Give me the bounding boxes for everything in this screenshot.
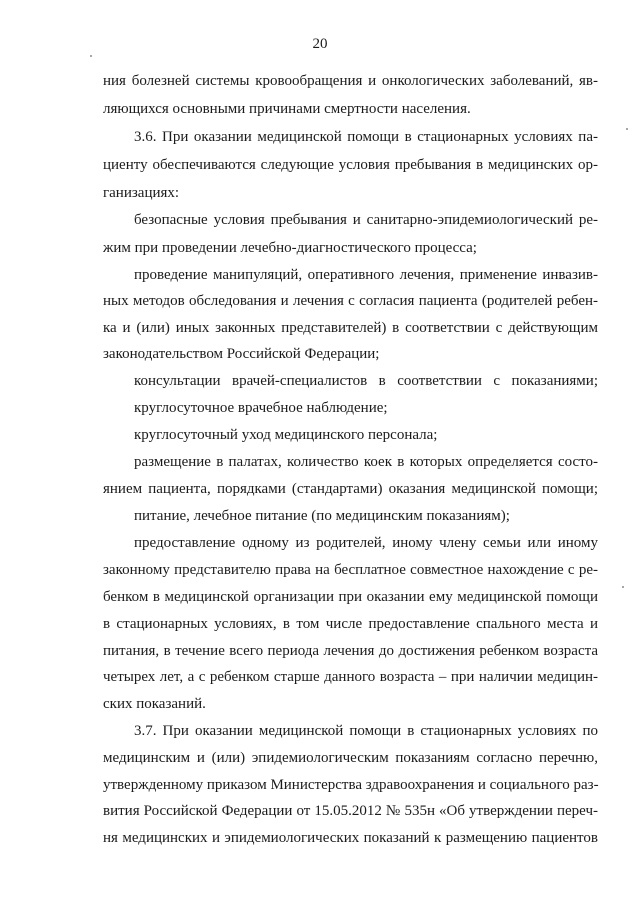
text-line-24: ских показаний. xyxy=(103,696,206,712)
page-number: 20 xyxy=(312,36,328,52)
text-line-11: законодательством Российской Федерации; xyxy=(103,346,380,362)
text-line-15: размещение в палатах, количество коек в которых определяется состо- xyxy=(134,454,598,470)
text-line-5: ганизациях: xyxy=(103,185,180,201)
text-line-6: безопасные условия пребывания и санитарно-эпидемиологический ре- xyxy=(134,212,598,228)
scan-speck xyxy=(90,55,92,57)
text-line-20: бенком в медицинской организации при оказании ему медицинской помощи xyxy=(103,589,598,605)
text-line-25: 3.7. При оказании медицинской помощи в стационарных условиях по xyxy=(134,723,598,739)
text-line-17: питание, лечебное питание (по медицинским показаниям); xyxy=(134,508,510,524)
text-line-14: круглосуточный уход медицинского персонала; xyxy=(134,427,438,443)
text-line-16: янием пациента, порядками (стандартами) оказания медицинской помощи; xyxy=(103,481,598,497)
text-line-9: ных методов обследования и лечения с согласия пациента (родителей ребен- xyxy=(103,293,598,309)
text-line-2: ляющихся основными причинами смертности населения. xyxy=(103,101,471,117)
text-line-7: жим при проведении лечебно-диагностического процесса; xyxy=(103,240,477,256)
text-line-8: проведение манипуляций, оперативного лечения, применение инвазив- xyxy=(134,267,598,283)
text-line-10: ка и (или) иных законных представителей) в соответствии с действующим xyxy=(103,320,598,336)
scan-speck xyxy=(626,128,628,130)
text-line-21: в стационарных условиях, в том числе предоставление спального места и xyxy=(103,616,598,632)
scan-speck xyxy=(622,586,624,588)
text-line-28: вития Российской Федерации от 15.05.2012 № 535н «Об утверждении переч- xyxy=(103,803,598,819)
text-line-22: питания, в течение всего периода лечения до достижения ребенком возраста xyxy=(103,643,598,659)
text-line-26: медицинским и (или) эпидемиологическим показаниям согласно перечню, xyxy=(103,750,598,766)
text-line-23: четырех лет, а с ребенком старше данного возраста – при наличии медицин- xyxy=(103,669,598,685)
text-line-13: круглосуточное врачебное наблюдение; xyxy=(134,400,388,416)
text-line-3: 3.6. При оказании медицинской помощи в стационарных условиях па- xyxy=(134,129,598,145)
text-line-29: ня медицинских и эпидемиологических показаний к размещению пациентов xyxy=(103,830,598,846)
text-line-4: циенту обеспечиваются следующие условия пребывания в медицинских ор- xyxy=(103,157,598,173)
text-line-19: законному представителю права на бесплатное совместное нахождение с ре- xyxy=(103,562,598,578)
text-line-18: предоставление одному из родителей, иному члену семьи или иному xyxy=(134,535,598,551)
text-line-12: консультации врачей-специалистов в соответствии с показаниями; xyxy=(134,373,598,389)
text-line-1: ния болезней системы кровообращения и онкологических заболеваний, яв- xyxy=(103,73,598,89)
text-line-27: утвержденному приказом Министерства здравоохранения и социального раз- xyxy=(103,777,599,793)
